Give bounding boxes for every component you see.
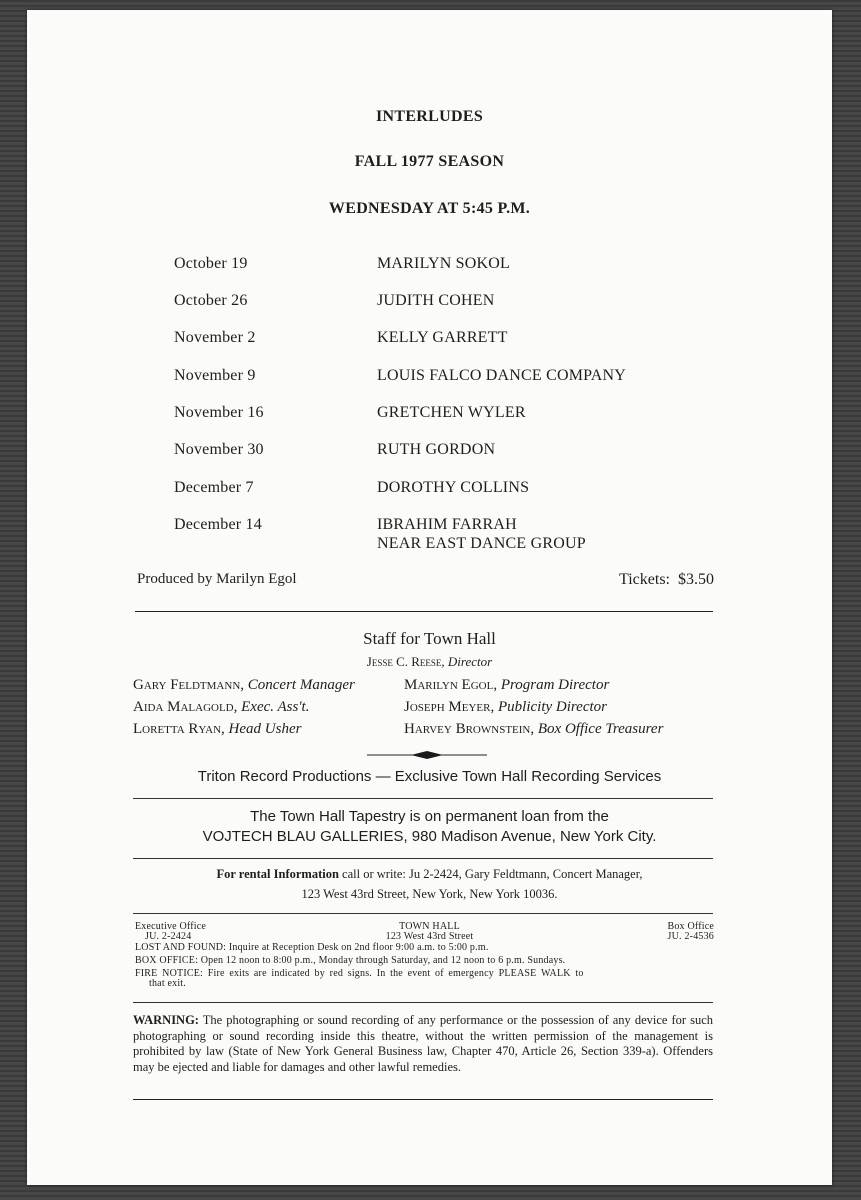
schedule-performer: IBRAHIM FARRAH: [377, 516, 517, 533]
divider: [135, 611, 713, 612]
schedule-performer: LOUIS FALCO DANCE COMPANY: [377, 367, 627, 384]
fire-notice: FIRE NOTICE: Fire exits are indicated by red signs. In the event of emergency PLEASE WALK to: [135, 968, 584, 979]
ticket-price: Tickets: $3.50: [619, 571, 714, 588]
divider: [133, 1099, 713, 1100]
divider: [133, 913, 713, 914]
warning-notice: WARNING: The photographing or sound recording of any performance or the possession of any device for such photographing or sound recording inside this theatre, without the written permission of the management is prohibited by law (State of New York General Business law, Chapter 470, Article 26, Section 339-a). Offenders may be ejected and liable for damages and other lawful remedies.: [133, 1013, 713, 1074]
tapestry-line-1: The Town Hall Tapestry is on permanent loan from the: [250, 808, 609, 825]
schedule-performer: MARILYN SOKOL: [377, 255, 510, 272]
staff-member: Joseph Meyer, Publicity Director: [404, 699, 607, 715]
schedule-performer: GRETCHEN WYLER: [377, 404, 526, 421]
director-line: Jesse C. Reese, Director: [366, 654, 493, 669]
program-page: [27, 10, 832, 1185]
town-hall-address: 123 West 43rd Street: [385, 931, 474, 942]
schedule-date: October 19: [174, 255, 248, 272]
schedule-performer-line2: NEAR EAST DANCE GROUP: [377, 535, 586, 552]
recording-credit: Triton Record Productions — Exclusive Town Hall Recording Services: [197, 768, 662, 785]
divider: [133, 798, 713, 799]
schedule-date: December 14: [174, 516, 262, 533]
diamond-ornament-icon: [367, 749, 487, 761]
schedule-date: November 16: [174, 404, 264, 421]
divider: [133, 858, 713, 859]
schedule-performer: KELLY GARRETT: [377, 329, 508, 346]
producer-credit: Produced by Marilyn Egol: [137, 571, 297, 587]
tapestry-line-2: VOJTECH BLAU GALLERIES, 980 Madison Avenue, New York City.: [202, 828, 657, 845]
time-heading: WEDNESDAY AT 5:45 P.M.: [328, 200, 531, 217]
rental-info: For rental Information call or write: Ju 2-2424, Gary Feldtmann, Concert Manager,: [216, 867, 643, 881]
schedule-date: October 26: [174, 292, 248, 309]
lost-and-found: LOST AND FOUND: Inquire at Reception Desk on 2nd floor 9:00 a.m. to 5:00 p.m.: [135, 942, 489, 953]
box-office-phone: JU. 2-4536: [667, 931, 714, 942]
box-office-label: Box Office: [667, 921, 714, 932]
town-hall-name: TOWN HALL: [399, 921, 460, 932]
rental-address: 123 West 43rd Street, New York, New York 10036.: [301, 887, 558, 901]
staff-member: Marilyn Egol, Program Director: [404, 677, 610, 693]
director-name: Jesse C. Reese: [366, 654, 442, 669]
season-heading: FALL 1977 SEASON: [354, 153, 505, 170]
staff-heading: Staff for Town Hall: [363, 629, 496, 648]
staff-member: Harvey Brownstein, Box Office Treasurer: [404, 721, 664, 737]
schedule-performer: JUDITH COHEN: [377, 292, 495, 309]
staff-member: Loretta Ryan, Head Usher: [133, 721, 302, 737]
program-title: INTERLUDES: [375, 108, 484, 125]
divider: [133, 1002, 713, 1003]
schedule-performer: DOROTHY COLLINS: [377, 479, 530, 496]
fire-notice-line-2: that exit.: [149, 978, 186, 989]
schedule-performer: RUTH GORDON: [377, 441, 496, 458]
executive-office-label: Executive Office: [135, 921, 207, 932]
schedule-date: December 7: [174, 479, 254, 496]
schedule-date: November 2: [174, 329, 256, 346]
staff-member: Gary Feldtmann, Concert Manager: [133, 677, 355, 693]
executive-office-phone: JU. 2-2424: [145, 931, 192, 942]
director-role: Director: [447, 654, 493, 669]
box-office-hours: BOX OFFICE: Open 12 noon to 8:00 p.m., Monday through Saturday, and 12 noon to 6 p.m. Sundays.: [135, 955, 566, 966]
schedule-date: November 9: [174, 367, 256, 384]
schedule-date: November 30: [174, 441, 264, 458]
staff-member: Aida Malagold, Exec. Ass't.: [133, 699, 310, 715]
